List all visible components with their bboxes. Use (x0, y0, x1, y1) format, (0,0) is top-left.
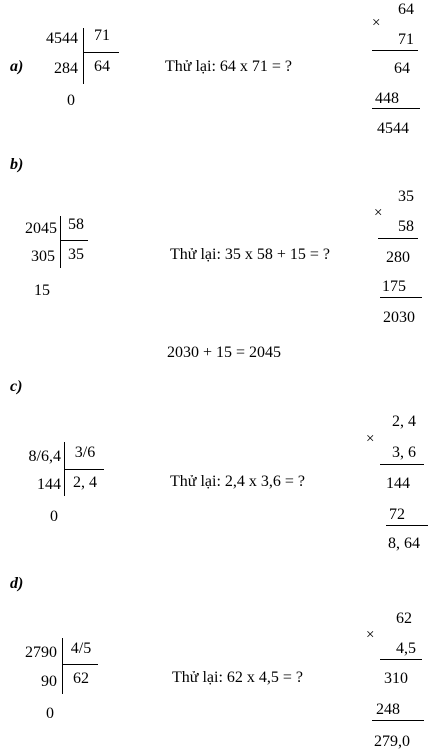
divisor: 3/6 (74, 444, 96, 461)
partial-product-2: 448 (375, 90, 399, 107)
quotient: 2, 4 (73, 474, 97, 491)
product-result: 8, 64 (388, 535, 420, 552)
remainder: 15 (34, 282, 50, 299)
product-result: 279,0 (374, 733, 410, 750)
line (380, 297, 422, 298)
divisor: 4/5 (70, 640, 92, 657)
factor-bottom: 71 (398, 31, 414, 48)
line (378, 238, 418, 239)
section-label-d: d) (10, 575, 24, 592)
factor-top: 62 (396, 610, 412, 627)
partial-product-1: 144 (386, 475, 410, 492)
dividend: 4544 (46, 30, 78, 47)
line (380, 464, 424, 465)
remainder: 0 (50, 508, 58, 525)
remainder: 0 (67, 92, 75, 109)
factor-bottom: 3, 6 (392, 444, 416, 461)
remainder-step: 144 (37, 476, 61, 493)
division-bar-horizontal (83, 52, 119, 53)
partial-product-1: 310 (384, 670, 408, 687)
section-label-b: b) (10, 156, 24, 173)
dividend: 2045 (25, 220, 57, 237)
sum-check-b: 2030 + 15 = 2045 (167, 344, 282, 361)
dividend: 8/6,4 (28, 448, 61, 465)
factor-top: 2, 4 (392, 413, 416, 430)
factor-bottom: 58 (398, 218, 414, 235)
partial-product-1: 64 (394, 60, 410, 77)
line (372, 108, 420, 109)
division-bar-horizontal (62, 664, 98, 665)
partial-product-2: 248 (376, 701, 400, 718)
remainder-step: 305 (31, 248, 55, 265)
check-text-a: Thử lại: 64 x 71 = ? (165, 58, 293, 75)
section-label-c: c) (10, 378, 23, 395)
division-bar-vertical (60, 216, 61, 268)
divisor: 58 (68, 216, 84, 233)
check-text-c: Thử lại: 2,4 x 3,6 = ? (170, 473, 306, 490)
section-label-a: a) (10, 58, 24, 75)
line (372, 50, 418, 51)
quotient: 35 (68, 246, 84, 263)
factor-top: 35 (398, 188, 414, 205)
divisor: 71 (94, 27, 110, 44)
factor-bottom: 4,5 (396, 640, 416, 657)
division-bar-vertical (83, 28, 84, 84)
remainder: 0 (46, 705, 54, 722)
remainder-step: 90 (41, 673, 57, 690)
check-text-d: Thử lại: 62 x 4,5 = ? (172, 669, 304, 686)
multiply-sign: × (366, 627, 375, 643)
partial-product-2: 72 (389, 506, 405, 523)
partial-product-1: 280 (386, 249, 410, 266)
remainder-step: 284 (54, 60, 78, 77)
product-result: 2030 (383, 309, 415, 326)
division-bar-horizontal (64, 469, 104, 470)
multiply-sign: × (372, 15, 381, 31)
line (386, 525, 428, 526)
quotient: 62 (73, 670, 89, 687)
line (372, 720, 424, 721)
quotient: 64 (94, 58, 110, 75)
division-bar-vertical (62, 638, 63, 694)
division-bar-horizontal (60, 240, 88, 241)
partial-product-2: 175 (382, 278, 406, 295)
multiply-sign: × (366, 431, 375, 447)
dividend: 2790 (25, 644, 57, 661)
check-text-b: Thử lại: 35 x 58 + 15 = ? (170, 246, 331, 263)
line (380, 659, 422, 660)
factor-top: 64 (398, 1, 414, 18)
product-result: 4544 (377, 120, 409, 137)
multiply-sign: × (374, 205, 383, 221)
